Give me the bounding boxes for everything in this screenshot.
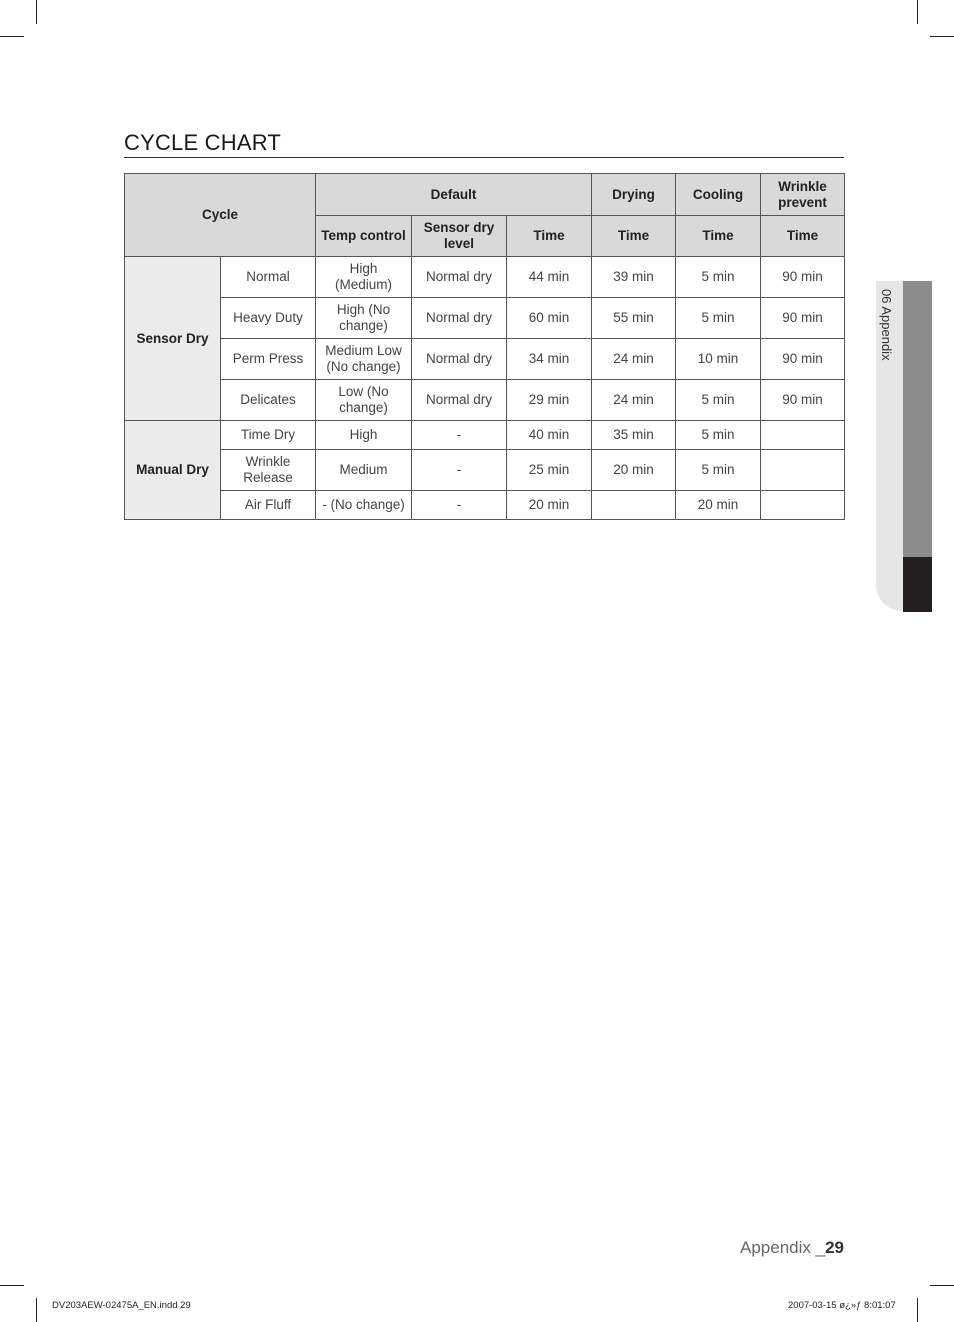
cell-drying: 39 min xyxy=(592,257,676,298)
table-row xyxy=(125,257,845,298)
cell-temp: High (No change) xyxy=(316,298,412,339)
footer-label: Appendix _ xyxy=(740,1238,826,1257)
cell-time: 25 min xyxy=(507,450,592,491)
cell-level: - xyxy=(412,450,507,491)
crop-mark xyxy=(0,36,24,37)
cell-level: - xyxy=(412,421,507,450)
side-tab-marker xyxy=(903,557,932,612)
cell-drying: 55 min xyxy=(592,298,676,339)
cell-temp: Low (No change) xyxy=(316,380,412,421)
cell-time: 34 min xyxy=(507,339,592,380)
cell-time: 20 min xyxy=(507,491,592,520)
table-row xyxy=(125,380,845,421)
cell-cooling: 5 min xyxy=(676,421,761,450)
cell-temp: High (Medium) xyxy=(316,257,412,298)
header-time: Time xyxy=(592,216,676,257)
cell-drying: 20 min xyxy=(592,450,676,491)
cell-wrinkle: 90 min xyxy=(761,257,845,298)
cell-temp: - (No change) xyxy=(316,491,412,520)
cell-temp: Medium Low (No change) xyxy=(316,339,412,380)
cell-level: Normal dry xyxy=(412,339,507,380)
cell-drying xyxy=(592,491,676,520)
crop-mark xyxy=(930,1285,954,1286)
cell-level: Normal dry xyxy=(412,298,507,339)
crop-mark xyxy=(917,0,918,24)
cell-cycle: Wrinkle Release xyxy=(221,450,316,491)
cell-time: 44 min xyxy=(507,257,592,298)
cell-drying: 35 min xyxy=(592,421,676,450)
page-title: CYCLE CHART xyxy=(124,130,282,155)
cell-wrinkle xyxy=(761,421,845,450)
header-temp-control: Temp control xyxy=(316,216,412,257)
crop-mark xyxy=(917,1298,918,1322)
cell-temp: High xyxy=(316,421,412,450)
group-manual-dry: Manual Dry xyxy=(125,421,221,520)
cell-level: - xyxy=(412,491,507,520)
cell-temp: Medium xyxy=(316,450,412,491)
header-sensor-dry-level: Sensor dry level xyxy=(412,216,507,257)
table-row xyxy=(125,421,845,450)
header-default: Default xyxy=(316,174,592,216)
cell-cycle: Normal xyxy=(221,257,316,298)
cell-wrinkle xyxy=(761,491,845,520)
header-time: Time xyxy=(761,216,845,257)
header-time: Time xyxy=(676,216,761,257)
page-footer xyxy=(740,1238,844,1258)
print-slug-file: DV203AEW-02475A_EN.indd 29 xyxy=(52,1300,191,1311)
crop-mark xyxy=(0,1285,24,1286)
cell-level: Normal dry xyxy=(412,380,507,421)
cell-level: Normal dry xyxy=(412,257,507,298)
side-tab-bar xyxy=(903,281,932,557)
cell-drying: 24 min xyxy=(592,380,676,421)
table-row xyxy=(125,298,845,339)
cycle-chart-table xyxy=(124,173,845,520)
cell-wrinkle: 90 min xyxy=(761,298,845,339)
cell-time: 40 min xyxy=(507,421,592,450)
group-sensor-dry: Sensor Dry xyxy=(125,257,221,421)
cell-drying: 24 min xyxy=(592,339,676,380)
cell-cooling: 20 min xyxy=(676,491,761,520)
cell-cooling: 5 min xyxy=(676,257,761,298)
crop-mark xyxy=(930,36,954,37)
side-tab-label: 06 Appendix xyxy=(879,289,894,361)
header-time: Time xyxy=(507,216,592,257)
cell-wrinkle xyxy=(761,450,845,491)
cell-time: 60 min xyxy=(507,298,592,339)
cell-cycle: Time Dry xyxy=(221,421,316,450)
header-wrinkle-prevent: Wrinkle prevent xyxy=(761,174,845,216)
cell-cycle: Heavy Duty xyxy=(221,298,316,339)
cell-cooling: 5 min xyxy=(676,450,761,491)
crop-mark xyxy=(36,1298,37,1322)
header-row xyxy=(125,174,845,216)
header-cooling: Cooling xyxy=(676,174,761,216)
table-row xyxy=(125,339,845,380)
title-divider xyxy=(124,157,844,158)
cell-cooling: 10 min xyxy=(676,339,761,380)
table-row xyxy=(125,491,845,520)
cell-cycle: Perm Press xyxy=(221,339,316,380)
cell-cycle: Delicates xyxy=(221,380,316,421)
print-slug-date: 2007-03-15 ø¿»ƒ 8:01:07 xyxy=(788,1300,896,1311)
page-number: 29 xyxy=(825,1238,844,1257)
cell-wrinkle: 90 min xyxy=(761,339,845,380)
cell-cooling: 5 min xyxy=(676,380,761,421)
cell-cycle: Air Fluff xyxy=(221,491,316,520)
cell-time: 29 min xyxy=(507,380,592,421)
crop-mark xyxy=(36,0,37,24)
cell-cooling: 5 min xyxy=(676,298,761,339)
cell-wrinkle: 90 min xyxy=(761,380,845,421)
header-drying: Drying xyxy=(592,174,676,216)
table-row xyxy=(125,450,845,491)
header-cycle: Cycle xyxy=(125,174,316,257)
